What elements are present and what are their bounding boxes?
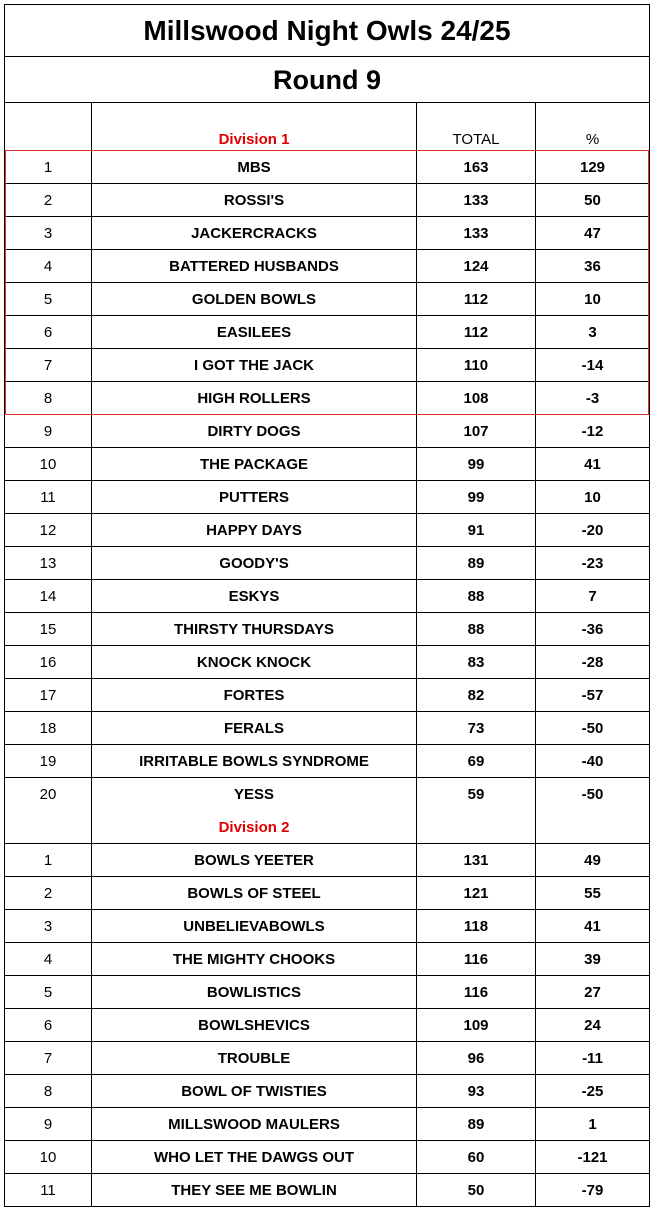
rank-cell: 18 bbox=[5, 712, 92, 744]
rank-cell: 5 bbox=[5, 976, 92, 1008]
total-cell: 60 bbox=[417, 1141, 536, 1173]
division-2-header-row bbox=[5, 811, 649, 844]
total-cell: 124 bbox=[417, 250, 536, 282]
team-cell: EASILEES bbox=[92, 316, 417, 348]
percent-cell: 129 bbox=[579, 158, 606, 176]
percent-cell: 47 bbox=[584, 224, 601, 242]
rank-cell: 9 bbox=[5, 1108, 92, 1140]
total-cell: 91 bbox=[417, 514, 536, 546]
percent-cell: 1 bbox=[588, 1115, 597, 1133]
team-cell: DIRTY DOGS bbox=[92, 415, 417, 447]
table-row bbox=[5, 151, 649, 184]
percent-cell: -57 bbox=[581, 686, 604, 704]
total-header-empty bbox=[417, 811, 536, 843]
division-1-table bbox=[5, 151, 649, 811]
total-cell: 109 bbox=[417, 1009, 536, 1041]
rank-cell: 2 bbox=[5, 184, 92, 216]
table-row bbox=[5, 1174, 649, 1207]
team-cell: THIRSTY THURSDAYS bbox=[92, 613, 417, 645]
percent-cell: -20 bbox=[581, 521, 604, 539]
table-row bbox=[5, 283, 649, 316]
percent-cell: -25 bbox=[581, 1082, 604, 1100]
total-cell: 110 bbox=[417, 349, 536, 381]
total-cell: 88 bbox=[417, 580, 536, 612]
rank-cell: 12 bbox=[5, 514, 92, 546]
team-cell: FORTES bbox=[92, 679, 417, 711]
rank-cell: 9 bbox=[5, 415, 92, 447]
rank-cell: 15 bbox=[5, 613, 92, 645]
table-row bbox=[5, 679, 649, 712]
table-row bbox=[5, 745, 649, 778]
total-cell: 116 bbox=[417, 943, 536, 975]
total-cell: 121 bbox=[417, 877, 536, 909]
percent-cell: 10 bbox=[584, 290, 601, 308]
table-row bbox=[5, 778, 649, 811]
table-row bbox=[5, 1075, 649, 1108]
total-cell: 118 bbox=[417, 910, 536, 942]
total-cell: 50 bbox=[417, 1174, 536, 1207]
table-row bbox=[5, 415, 649, 448]
rank-cell: 4 bbox=[5, 250, 92, 282]
team-cell: IRRITABLE BOWLS SYNDROME bbox=[92, 745, 417, 777]
table-row bbox=[5, 877, 649, 910]
total-cell: 131 bbox=[417, 844, 536, 876]
total-cell: 112 bbox=[417, 283, 536, 315]
percent-cell: -79 bbox=[581, 1182, 604, 1199]
percent-cell: 49 bbox=[584, 851, 601, 869]
team-cell: ROSSI'S bbox=[92, 184, 417, 216]
table-row bbox=[5, 481, 649, 514]
percent-cell: 41 bbox=[584, 917, 601, 935]
table-row bbox=[5, 184, 649, 217]
standings-sheet bbox=[4, 4, 650, 1207]
rank-cell: 10 bbox=[5, 1141, 92, 1173]
total-cell: 89 bbox=[417, 547, 536, 579]
total-cell: 89 bbox=[417, 1108, 536, 1140]
division-2-label: Division 2 bbox=[92, 811, 417, 843]
percent-cell: 39 bbox=[584, 950, 601, 968]
percent-cell: 7 bbox=[588, 587, 597, 605]
team-cell: BATTERED HUSBANDS bbox=[92, 250, 417, 282]
team-cell: JACKERCRACKS bbox=[92, 217, 417, 249]
percent-header: % bbox=[585, 131, 600, 148]
total-header: TOTAL bbox=[417, 103, 536, 150]
total-cell: 133 bbox=[417, 184, 536, 216]
rank-cell: 10 bbox=[5, 448, 92, 480]
total-cell: 163 bbox=[417, 151, 536, 183]
rank-header bbox=[5, 103, 92, 150]
percent-cell: 10 bbox=[584, 488, 601, 506]
round-heading: Round 9 bbox=[5, 57, 649, 103]
total-cell: 99 bbox=[417, 481, 536, 513]
table-row bbox=[5, 316, 649, 349]
total-cell: 82 bbox=[417, 679, 536, 711]
team-cell: MBS bbox=[92, 151, 417, 183]
team-cell: YESS bbox=[92, 778, 417, 811]
team-cell: I GOT THE JACK bbox=[92, 349, 417, 381]
total-cell: 69 bbox=[417, 745, 536, 777]
table-row bbox=[5, 1141, 649, 1174]
table-row bbox=[5, 547, 649, 580]
percent-cell: 50 bbox=[584, 191, 601, 209]
table-row bbox=[5, 448, 649, 481]
percent-cell: -50 bbox=[581, 786, 604, 803]
rank-cell: 6 bbox=[5, 1009, 92, 1041]
percent-cell: 41 bbox=[584, 455, 601, 473]
total-cell: 88 bbox=[417, 613, 536, 645]
team-cell: ESKYS bbox=[92, 580, 417, 612]
team-cell: HIGH ROLLERS bbox=[92, 382, 417, 414]
rank-cell: 11 bbox=[5, 1174, 92, 1207]
team-cell: KNOCK KNOCK bbox=[92, 646, 417, 678]
total-cell: 93 bbox=[417, 1075, 536, 1107]
team-cell: FERALS bbox=[92, 712, 417, 744]
column-header-row bbox=[5, 103, 649, 151]
rank-header bbox=[5, 811, 92, 843]
table-row bbox=[5, 1009, 649, 1042]
rank-cell: 1 bbox=[5, 151, 92, 183]
total-cell: 116 bbox=[417, 976, 536, 1008]
total-cell: 59 bbox=[417, 778, 536, 811]
team-cell: BOWLS OF STEEL bbox=[92, 877, 417, 909]
team-cell: HAPPY DAYS bbox=[92, 514, 417, 546]
percent-cell: -3 bbox=[585, 389, 600, 407]
rank-cell: 16 bbox=[5, 646, 92, 678]
rank-cell: 7 bbox=[5, 1042, 92, 1074]
table-row bbox=[5, 514, 649, 547]
team-cell: THEY SEE ME BOWLIN bbox=[92, 1174, 417, 1207]
team-cell: MILLSWOOD MAULERS bbox=[92, 1108, 417, 1140]
team-cell: PUTTERS bbox=[92, 481, 417, 513]
team-cell: THE MIGHTY CHOOKS bbox=[92, 943, 417, 975]
percent-cell: 27 bbox=[584, 983, 601, 1001]
division-2-table bbox=[5, 844, 649, 1207]
team-cell: BOWLISTICS bbox=[92, 976, 417, 1008]
percent-cell: -28 bbox=[581, 653, 604, 671]
percent-header-empty bbox=[536, 811, 649, 843]
percent-cell: -11 bbox=[582, 1049, 603, 1067]
percent-cell: -14 bbox=[581, 356, 604, 374]
table-row bbox=[5, 580, 649, 613]
table-row bbox=[5, 382, 649, 415]
table-row bbox=[5, 712, 649, 745]
team-cell: BOWLS YEETER bbox=[92, 844, 417, 876]
total-cell: 112 bbox=[417, 316, 536, 348]
rank-cell: 13 bbox=[5, 547, 92, 579]
table-row bbox=[5, 217, 649, 250]
table-row bbox=[5, 844, 649, 877]
total-cell: 73 bbox=[417, 712, 536, 744]
rank-cell: 19 bbox=[5, 745, 92, 777]
team-cell: GOODY'S bbox=[92, 547, 417, 579]
total-cell: 133 bbox=[417, 217, 536, 249]
team-cell: BOWL OF TWISTIES bbox=[92, 1075, 417, 1107]
rank-cell: 3 bbox=[5, 910, 92, 942]
rank-cell: 7 bbox=[5, 349, 92, 381]
team-cell: THE PACKAGE bbox=[92, 448, 417, 480]
table-row bbox=[5, 250, 649, 283]
total-cell: 96 bbox=[417, 1042, 536, 1074]
table-row bbox=[5, 613, 649, 646]
team-cell: WHO LET THE DAWGS OUT bbox=[92, 1141, 417, 1173]
percent-cell: -50 bbox=[581, 719, 604, 737]
total-cell: 99 bbox=[417, 448, 536, 480]
rank-cell: 20 bbox=[5, 778, 92, 811]
table-row bbox=[5, 910, 649, 943]
percent-cell: 24 bbox=[584, 1016, 601, 1034]
division-1-label: Division 1 bbox=[92, 103, 417, 150]
page-title: Millswood Night Owls 24/25 bbox=[5, 5, 649, 57]
percent-cell: 55 bbox=[584, 884, 601, 902]
percent-cell: -40 bbox=[581, 752, 604, 770]
table-row bbox=[5, 976, 649, 1009]
percent-cell: -121 bbox=[577, 1148, 608, 1166]
rank-cell: 11 bbox=[5, 481, 92, 513]
rank-cell: 8 bbox=[5, 382, 92, 414]
table-row bbox=[5, 646, 649, 679]
percent-cell: 3 bbox=[588, 323, 597, 341]
table-row bbox=[5, 1042, 649, 1075]
percent-cell: -23 bbox=[581, 554, 604, 572]
total-cell: 107 bbox=[417, 415, 536, 447]
team-cell: UNBELIEVABOWLS bbox=[92, 910, 417, 942]
team-cell: GOLDEN BOWLS bbox=[92, 283, 417, 315]
team-cell: TROUBLE bbox=[92, 1042, 417, 1074]
rank-cell: 8 bbox=[5, 1075, 92, 1107]
table-row bbox=[5, 349, 649, 382]
rank-cell: 1 bbox=[5, 844, 92, 876]
rank-cell: 4 bbox=[5, 943, 92, 975]
percent-cell: -12 bbox=[581, 422, 604, 440]
percent-cell: 36 bbox=[584, 257, 601, 275]
table-row bbox=[5, 943, 649, 976]
rank-cell: 2 bbox=[5, 877, 92, 909]
rank-cell: 6 bbox=[5, 316, 92, 348]
rank-cell: 17 bbox=[5, 679, 92, 711]
team-cell: BOWLSHEVICS bbox=[92, 1009, 417, 1041]
percent-cell: -36 bbox=[581, 620, 604, 638]
rank-cell: 5 bbox=[5, 283, 92, 315]
total-cell: 108 bbox=[417, 382, 536, 414]
table-row bbox=[5, 1108, 649, 1141]
rank-cell: 14 bbox=[5, 580, 92, 612]
total-cell: 83 bbox=[417, 646, 536, 678]
rank-cell: 3 bbox=[5, 217, 92, 249]
